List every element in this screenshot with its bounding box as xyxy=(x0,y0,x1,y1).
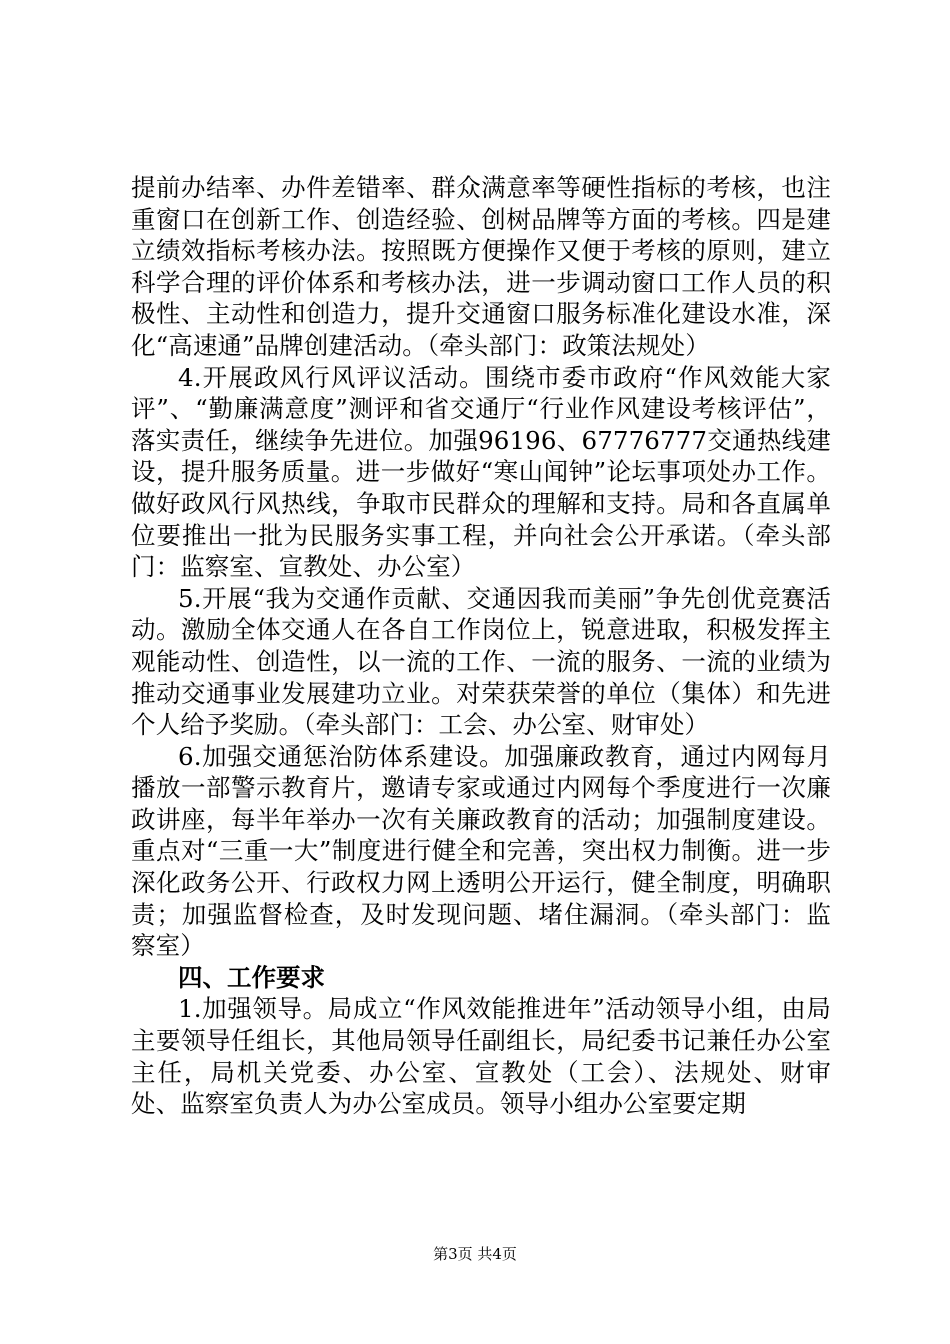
paragraph-item-6: 6.加强交通惩治防体系建设。加强廉政教育，通过内网每月播放一部警示教育片，邀请专家或通过内网每个季度进行一次廉政讲座，每半年举办一次有关廉政教育的活动；加强制度建设。重点对“三重一大”制度进行健全和完善，突出权力制衡。进一步深化政务公开、行政权力网上透明公开运行，健全制度，明确职责；加强监督检查，及时发现问题、堵住漏洞。（牵头部门：监察室） xyxy=(131,741,831,961)
paragraph-item-5: 5.开展“我为交通作贡献、交通因我而美丽”争先创优竞赛活动。激励全体交通人在各自工作岗位上，锐意进取，积极发挥主观能动性、创造性，以一流的工作、一流的服务、一流的业绩为推动交通事业发展建功立业。对荣获荣誉的单位（集体）和先进个人给予奖励。（牵头部门：工会、办公室、财审处） xyxy=(131,583,831,740)
paragraph-item-4: 4.开展政风行风评议活动。围绕市委市政府“作风效能大家评”、“勤廉满意度”测评和省交通厅“行业作风建设考核评估”，落实责任，继续争先进位。加强96196、67776777交通热线建设，提升服务质量。进一步做好“寒山闻钟”论坛事项处办工作。做好政风行风热线，争取市民群众的理解和支持。局和各直属单位要推出一批为民服务实事工程，并向社会公开承诺。（牵头部门：监察室、宣教处、办公室） xyxy=(131,362,831,582)
paragraph-continued: 提前办结率、办件差错率、群众满意率等硬性指标的考核，也注重窗口在创新工作、创造经验、创树品牌等方面的考核。四是建立绩效指标考核办法。按照既方便操作又便于考核的原则，建立科学合理的评价体系和考核办法，进一步调动窗口工作人员的积极性、主动性和创造力，提升交通窗口服务标准化建设水准，深化“高速通”品牌创建活动。（牵头部门：政策法规处） xyxy=(131,173,831,360)
document-body xyxy=(131,172,831,1120)
section-heading: 四、工作要求 xyxy=(178,962,325,992)
page-footer xyxy=(0,1244,950,1264)
paragraph-requirement-1: 1.加强领导。局成立“作风效能推进年”活动领导小组，由局主要领导任组长，其他局领导任副组长，局纪委书记兼任办公室主任，局机关党委、办公室、宣教处（工会）、法规处、财审处、监察室负责人为办公室成员。领导小组办公室要定期 xyxy=(131,994,831,1119)
page-number-label: 第3页 共4页 xyxy=(433,1245,517,1263)
